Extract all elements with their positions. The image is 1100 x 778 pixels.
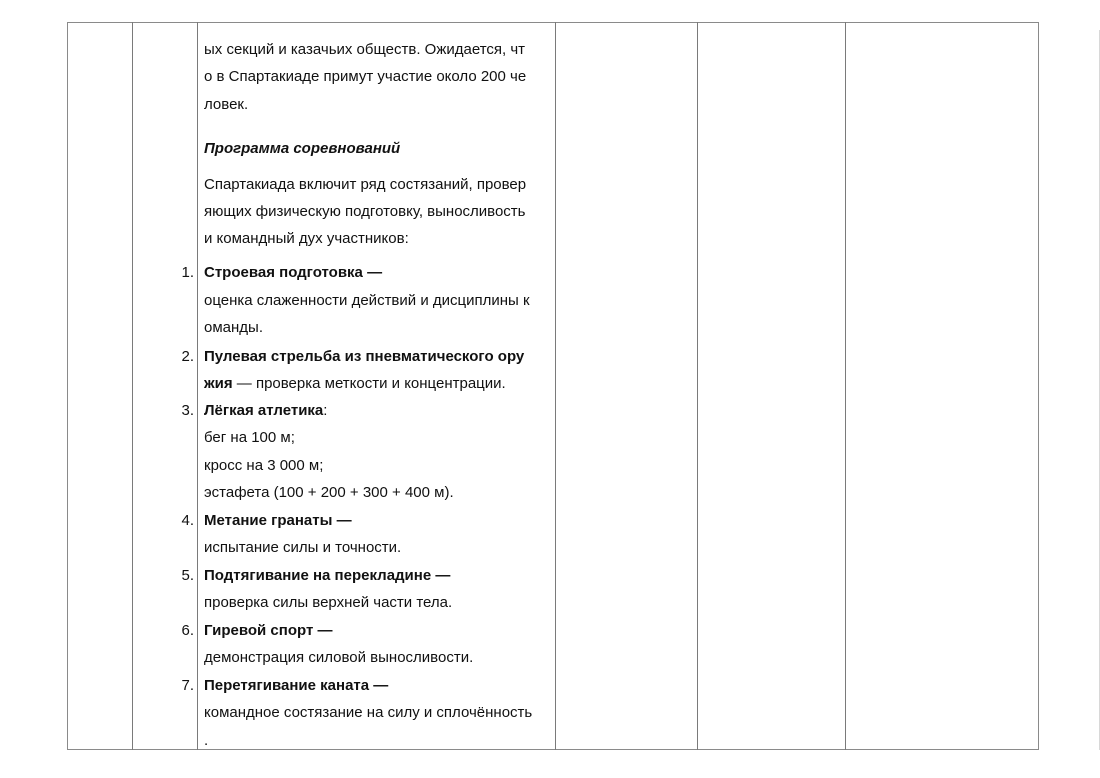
list-number: 6.: [181, 622, 194, 639]
list-number: 2.: [181, 348, 194, 365]
list-item-title: Лёгкая атлетика:: [204, 402, 328, 419]
list-item-title: Перетягивание каната —: [204, 677, 389, 694]
intro-line: о в Спартакиаде примут участие около 200 че: [204, 68, 527, 85]
column-divider: [555, 22, 556, 750]
column-divider: [697, 22, 698, 750]
paragraph-line: яющих физическую подготовку, выносливость: [204, 203, 526, 220]
intro-line: ых секций и казачьих обществ. Ожидается, чт: [204, 41, 526, 58]
list-item-text: жия — проверка меткости и концентрации.: [204, 375, 506, 392]
list-number: 4.: [181, 512, 194, 529]
list-item-text: командное состязание на силу и сплочённость: [204, 704, 533, 721]
list-number: 7.: [181, 677, 194, 694]
paragraph-line: и командный дух участников:: [204, 230, 409, 247]
list-item-title: Пулевая стрельба из пневматического ору: [204, 348, 525, 365]
list-item-text: оманды.: [204, 319, 263, 336]
column-divider: [132, 22, 133, 750]
paragraph-line: Спартакиада включит ряд состязаний, провер: [204, 176, 527, 193]
list-item-text: бег на 100 м;: [204, 429, 295, 446]
column-divider: [197, 22, 198, 750]
list-item-title: Метание гранаты —: [204, 512, 352, 529]
list-item-text: проверка силы верхней части тела.: [204, 594, 453, 611]
column-divider: [845, 22, 846, 750]
list-item-title: Строевая подготовка —: [204, 264, 383, 281]
list-item-text: оценка слаженности действий и дисциплины к: [204, 292, 530, 309]
list-item-text: .: [204, 732, 209, 749]
list-item-text: испытание силы и точности.: [204, 539, 402, 556]
list-item-title: Гиревой спорт —: [204, 622, 333, 639]
list-number: 3.: [181, 402, 194, 419]
list-item-text: демонстрация силовой выносливости.: [204, 649, 474, 666]
list-item-title: Подтягивание на перекладине —: [204, 567, 451, 584]
list-number: 5.: [181, 567, 194, 584]
section-heading: Программа соревнований: [204, 140, 401, 157]
list-item-text: эстафета (100 + 200 + 300 + 400 м).: [204, 484, 454, 501]
list-number: 1.: [181, 264, 194, 281]
list-item-text: кросс на 3 000 м;: [204, 457, 324, 474]
intro-line: ловек.: [204, 96, 249, 113]
